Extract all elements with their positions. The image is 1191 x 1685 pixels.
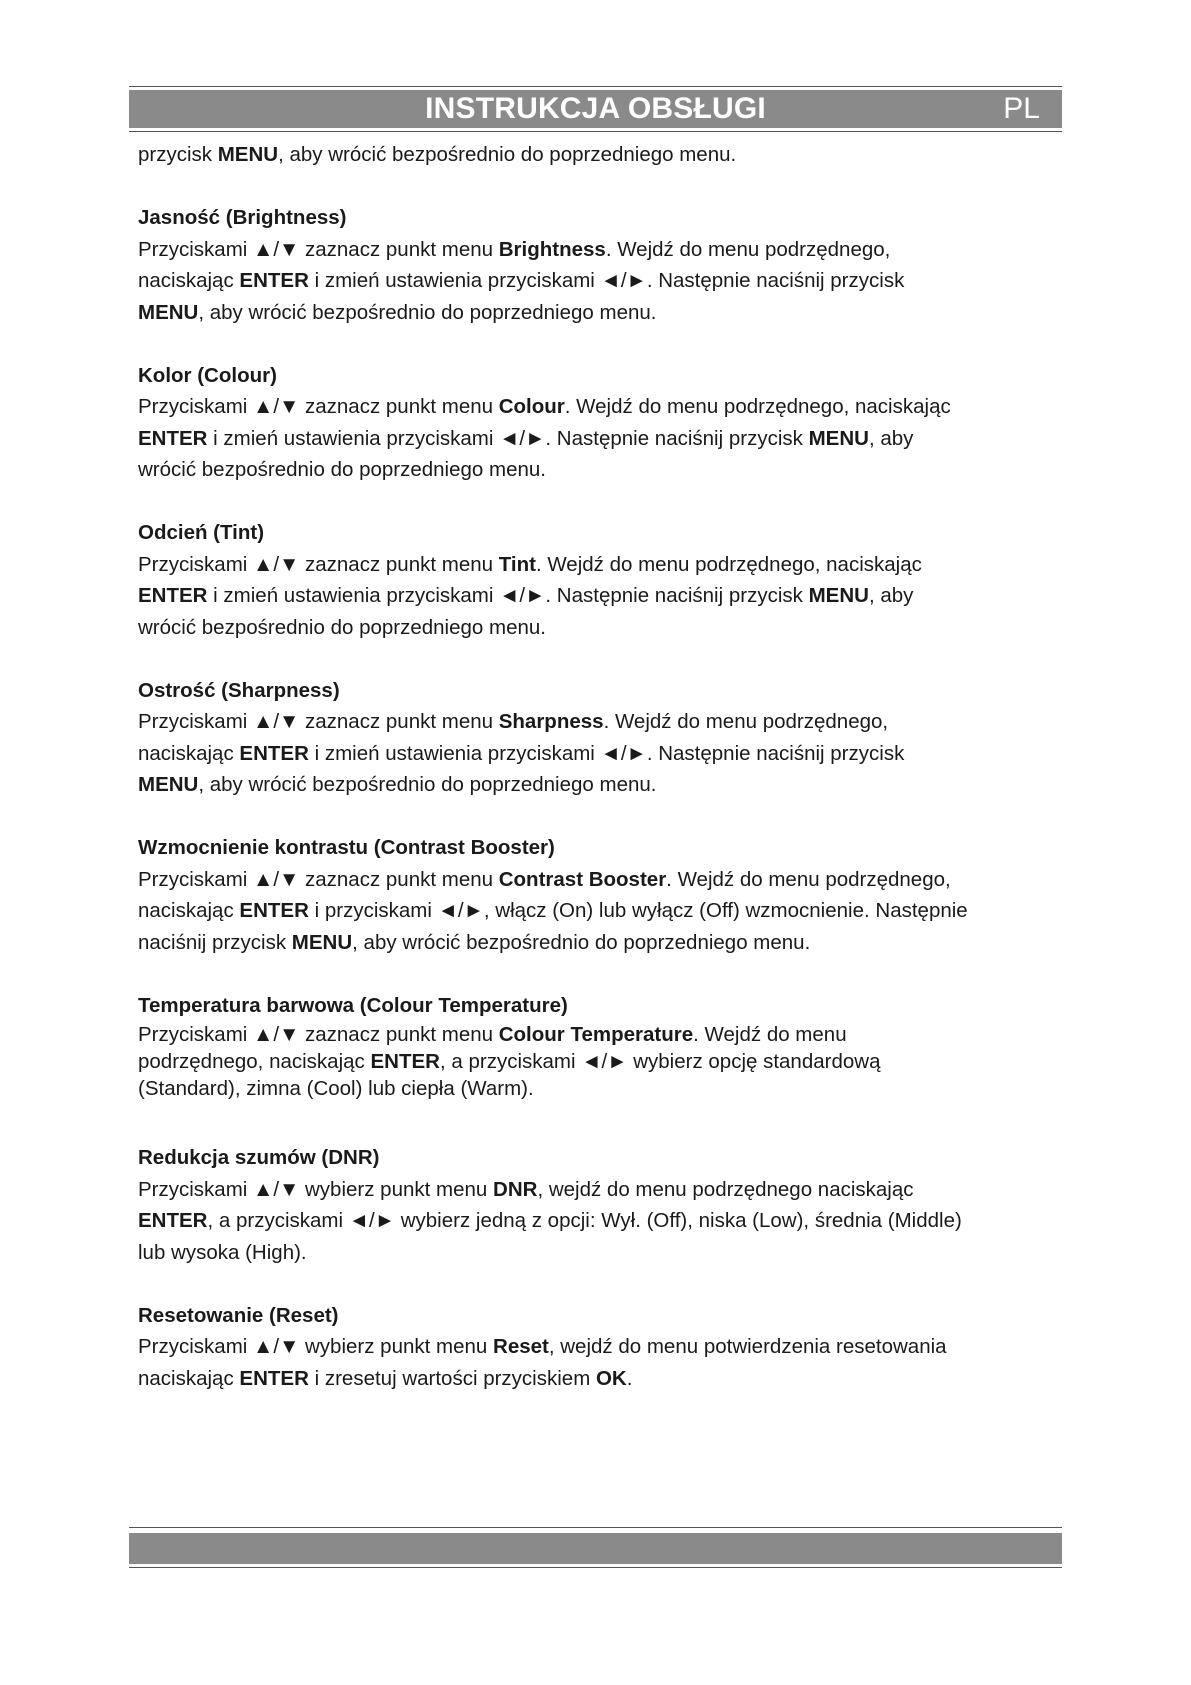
page-title: INSTRUKCJA OBSŁUGI xyxy=(425,92,766,125)
paragraph-line: Przyciskami ▲/▼ zaznacz punkt menu Tint. Wejdź do menu podrzędnego, naciskając xyxy=(138,552,922,576)
paragraph-line: MENU, aby wrócić bezpośrednio do poprzedniego menu. xyxy=(138,773,657,796)
section-dnr xyxy=(138,1142,1048,1268)
paragraph-line: ENTER i zmień ustawienia przyciskami ◄/►. Następnie naciśnij przycisk MENU, aby xyxy=(138,584,914,607)
section-title-brightness: Jasność (Brightness) xyxy=(138,206,347,229)
paragraph-line: podrzędnego, naciskając ENTER, a przyciskami ◄/► wybierz opcję standardową xyxy=(138,1050,881,1073)
header-rule-bottom xyxy=(129,131,1062,132)
paragraph-line: MENU, aby wrócić bezpośrednio do poprzedniego menu. xyxy=(138,300,657,324)
paragraph-line: naciskając ENTER i zresetuj wartości przyciskiem OK. xyxy=(138,1366,633,1390)
section-title-contrast-booster: Wzmocnienie kontrastu (Contrast Booster) xyxy=(138,836,555,859)
paragraph-line: lub wysoka (High). xyxy=(138,1240,307,1264)
paragraph-line: Przyciskami ▲/▼ zaznacz punkt menu Brightness. Wejdź do menu podrzędnego, xyxy=(138,237,891,261)
section-colour-temperature xyxy=(138,990,1048,1103)
section-title-sharpness: Ostrość (Sharpness) xyxy=(138,678,340,702)
section-colour xyxy=(138,360,1048,486)
section-reset xyxy=(138,1300,1048,1395)
section-title-dnr: Redukcja szumów (DNR) xyxy=(138,1146,380,1169)
paragraph-line: ENTER, a przyciskami ◄/► wybierz jedną z opcji: Wył. (Off), niska (Low), średnia (Middle) xyxy=(138,1209,962,1232)
footer-rule-top xyxy=(129,1527,1062,1528)
paragraph-line: naciskając ENTER i zmień ustawienia przyciskami ◄/►. Następnie naciśnij przycisk xyxy=(138,741,905,765)
section-title-colour: Kolor (Colour) xyxy=(138,363,277,387)
paragraph-line: naciskając ENTER i zmień ustawienia przyciskami ◄/►. Następnie naciśnij przycisk xyxy=(138,269,905,292)
header-rule-top xyxy=(129,86,1062,87)
paragraph-line: Przyciskami ▲/▼ zaznacz punkt menu Colour. Wejdź do menu podrzędnego, naciskając xyxy=(138,395,951,418)
paragraph-line: ENTER i zmień ustawienia przyciskami ◄/►. Następnie naciśnij przycisk MENU, aby xyxy=(138,426,914,450)
paragraph-line: naciśnij przycisk MENU, aby wrócić bezpośrednio do poprzedniego menu. xyxy=(138,930,811,954)
paragraph-line: Przyciskami ▲/▼ wybierz punkt menu DNR, wejdź do menu podrzędnego naciskając xyxy=(138,1177,914,1201)
manual-content xyxy=(138,139,1048,1394)
section-brightness xyxy=(138,202,1048,328)
section-title-reset: Resetowanie (Reset) xyxy=(138,1303,339,1327)
footer-bar xyxy=(129,1533,1062,1564)
section-title-tint: Odcień (Tint) xyxy=(138,521,265,544)
paragraph-line: Przyciskami ▲/▼ wybierz punkt menu Reset, wejdź do menu potwierdzenia resetowania xyxy=(138,1335,947,1358)
paragraph-line: wrócić bezpośrednio do poprzedniego menu. xyxy=(138,458,546,481)
language-code: PL xyxy=(1003,92,1040,125)
section-title-colour-temperature: Temperatura barwowa (Colour Temperature) xyxy=(138,993,568,1017)
paragraph-line: wrócić bezpośrednio do poprzedniego menu. xyxy=(138,615,546,639)
paragraph-line: Przyciskami ▲/▼ zaznacz punkt menu Sharpness. Wejdź do menu podrzędnego, xyxy=(138,710,889,733)
section-tint xyxy=(138,517,1048,643)
section-contrast-booster xyxy=(138,832,1048,958)
paragraph-line: naciskając ENTER i przyciskami ◄/►, włącz (On) lub wyłącz (Off) wzmocnienie. Następnie xyxy=(138,899,968,922)
paragraph-line: (Standard), zimna (Cool) lub ciepła (Warm). xyxy=(138,1077,534,1100)
section-sharpness xyxy=(138,675,1048,801)
footer-rule-bottom xyxy=(129,1567,1062,1568)
intro-line: przycisk MENU, aby wrócić bezpośrednio do poprzedniego menu. xyxy=(138,143,737,166)
paragraph-line: Przyciskami ▲/▼ zaznacz punkt menu Colour Temperature. Wejdź do menu xyxy=(138,1023,847,1046)
header-bar xyxy=(129,90,1062,128)
paragraph-line: Przyciskami ▲/▼ zaznacz punkt menu Contrast Booster. Wejdź do menu podrzędnego, xyxy=(138,867,951,891)
